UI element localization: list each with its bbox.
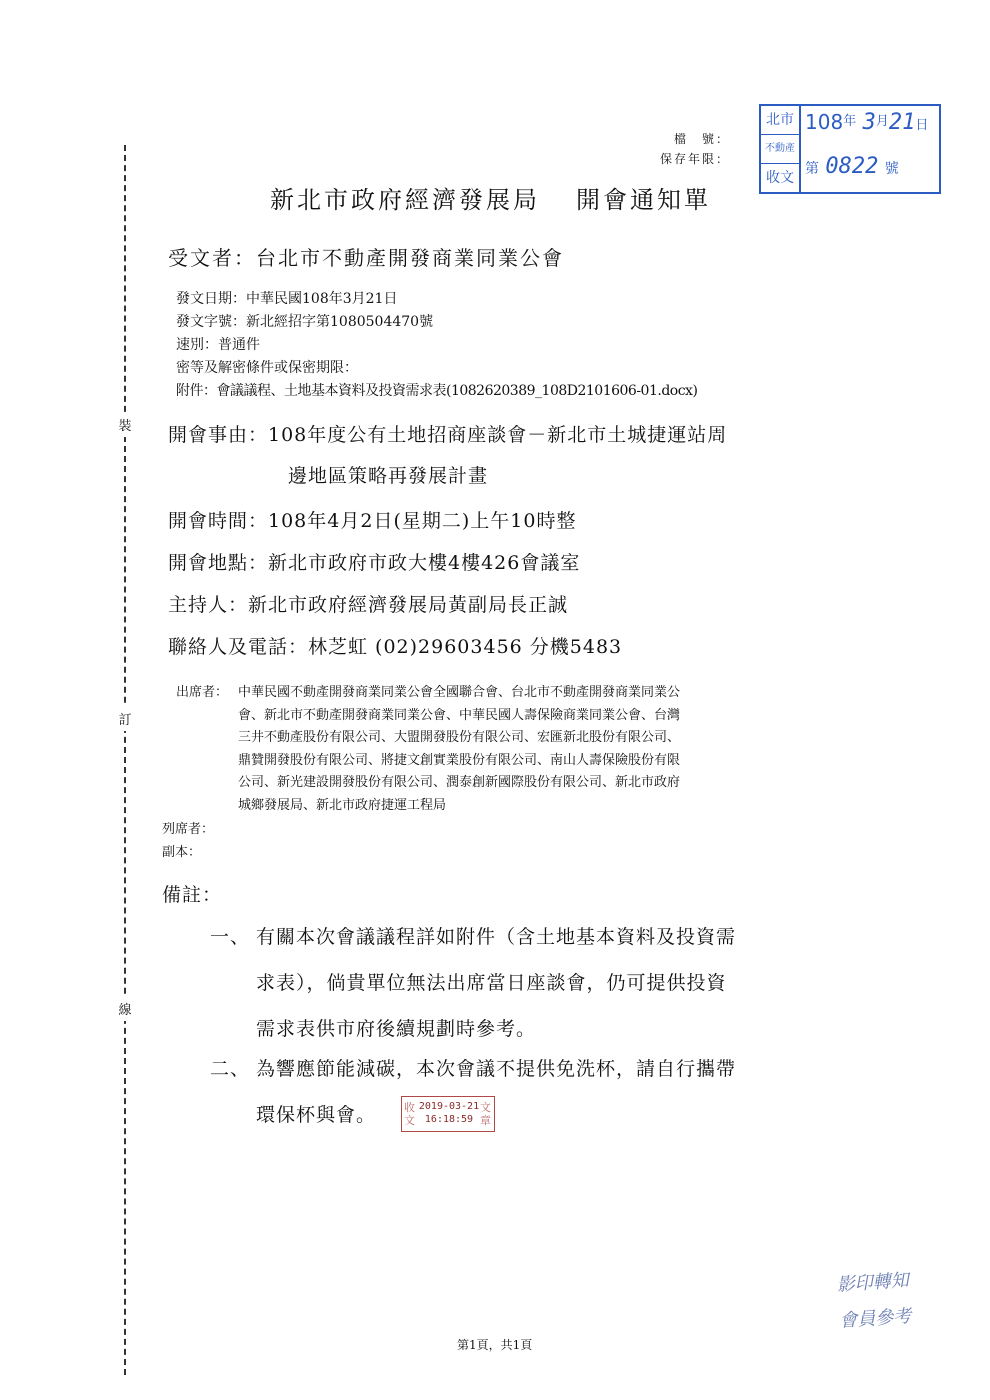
handwritten-line: 會員參考 xyxy=(838,1305,912,1332)
document-title xyxy=(270,180,711,215)
contact-person: 聯絡人及電話：林芝虹 (02)29603456 分機5483 xyxy=(168,636,623,658)
stamp-number: 第 0822 號 xyxy=(805,154,899,179)
stamp-number-value: 0822 xyxy=(825,154,879,179)
note-line: 為響應節能減碳，本次會議不提供免洗杯，請自行攜帶 xyxy=(256,1058,737,1080)
stamp-month: 3 xyxy=(862,110,876,135)
note-1-text xyxy=(256,914,736,1052)
observers-label: 列席者： xyxy=(162,822,215,837)
receipt-stamp xyxy=(759,104,941,194)
secrecy-level: 密等及解密條件或保密期限： xyxy=(176,360,358,376)
copy-label: 副本： xyxy=(162,845,202,860)
binding-mark-line: 線 xyxy=(112,996,138,1021)
handwritten-line: 影印轉知 xyxy=(836,1269,910,1296)
note-line: 環保杯與會。 xyxy=(256,1104,377,1126)
page-number: 第1頁，共1頁 xyxy=(457,1338,533,1352)
time-stamp-right-seal: 文章 xyxy=(480,1101,491,1127)
attendees-list xyxy=(238,682,878,817)
title-organization: 新北市政府經濟發展局 xyxy=(270,186,540,214)
note-2-number: 二、 xyxy=(210,1058,251,1080)
attendees-label: 出席者： xyxy=(176,685,229,700)
stamp-city: 北市 xyxy=(761,106,799,135)
issue-date: 發文日期：中華民國108年3月21日 xyxy=(176,291,398,307)
attachment: 附件：會議議程、土地基本資料及投資需求表(1082620389_108D2101606-01.docx) xyxy=(176,383,698,399)
received-time-stamp xyxy=(401,1096,495,1132)
attendees-line: 三井不動產股份有限公司、大盟開發股份有限公司、宏匯新北股份有限公司、 xyxy=(238,730,681,745)
speed-category: 速別：普通件 xyxy=(176,337,260,353)
stamp-real-estate: 不動產 xyxy=(761,135,799,164)
stamp-year: 108 xyxy=(805,110,844,134)
notes-label: 備註： xyxy=(162,884,223,906)
attendees-line: 公司、新光建設開發股份有限公司、潤泰創新國際股份有限公司、新北市政府 xyxy=(238,775,681,790)
note-2-text xyxy=(256,1046,736,1138)
meeting-time: 開會時間：108年4月2日(星期二)上午10時整 xyxy=(168,510,577,532)
attendees-line: 城鄉發展局、新北市政府捷運工程局 xyxy=(238,797,447,813)
handwritten-note xyxy=(836,1260,951,1339)
meeting-reason: 開會事由：108年度公有土地招商座談會－新北市土城捷運站周 xyxy=(168,424,728,446)
issue-number: 發文字號：新北經招字第1080504470號 xyxy=(176,314,434,330)
note-line: 需求表供市府後續規劃時參考。 xyxy=(256,1018,537,1040)
attendees-line: 中華民國不動產開發商業同業公會全國聯合會、台北市不動產開發商業同業公 xyxy=(238,685,681,700)
note-line: 求表），倘貴單位無法出席當日座談會，仍可提供投資 xyxy=(256,972,727,994)
time-stamp-left-seal: 收文 xyxy=(404,1101,415,1127)
binding-line xyxy=(124,145,126,1375)
stamp-received: 收文 xyxy=(766,170,794,186)
meeting-reason-continued: 邊地區策略再發展計畫 xyxy=(288,465,489,487)
binding-mark-staple: 訂 xyxy=(112,706,138,731)
time-stamp-time: 16:18:59 xyxy=(424,1114,474,1125)
attendees-line: 鼎贊開發股份有限公司、將捷文創實業股份有限公司、南山人壽保險股份有限 xyxy=(238,752,681,768)
time-stamp-date: 2019-03-21 xyxy=(418,1101,480,1112)
retention-period-label: 保存年限： xyxy=(660,152,731,166)
title-document-type: 開會通知單 xyxy=(576,186,711,214)
meeting-host: 主持人：新北市政府經濟發展局黃副局長正誠 xyxy=(168,594,569,616)
file-number-label: 檔 號： xyxy=(674,132,731,146)
recipient: 受文者：台北市不動產開發商業同業公會 xyxy=(168,246,564,270)
note-line: 有關本次會議議程詳如附件（含土地基本資料及投資需 xyxy=(256,926,737,948)
binding-mark-bind: 裝 xyxy=(112,412,138,437)
stamp-date: $108^年$ $3^月21$日 xyxy=(805,110,929,135)
note-1-number: 一、 xyxy=(210,926,251,948)
meeting-location: 開會地點：新北市政府市政大樓4樓426會議室 xyxy=(168,552,581,574)
stamp-day: 21 xyxy=(888,110,916,135)
attendees-line: 會、新北市不動產開發商業同業公會、中華民國人壽保險商業同業公會、台灣 xyxy=(238,707,681,723)
time-stamp-datetime xyxy=(416,1100,482,1126)
